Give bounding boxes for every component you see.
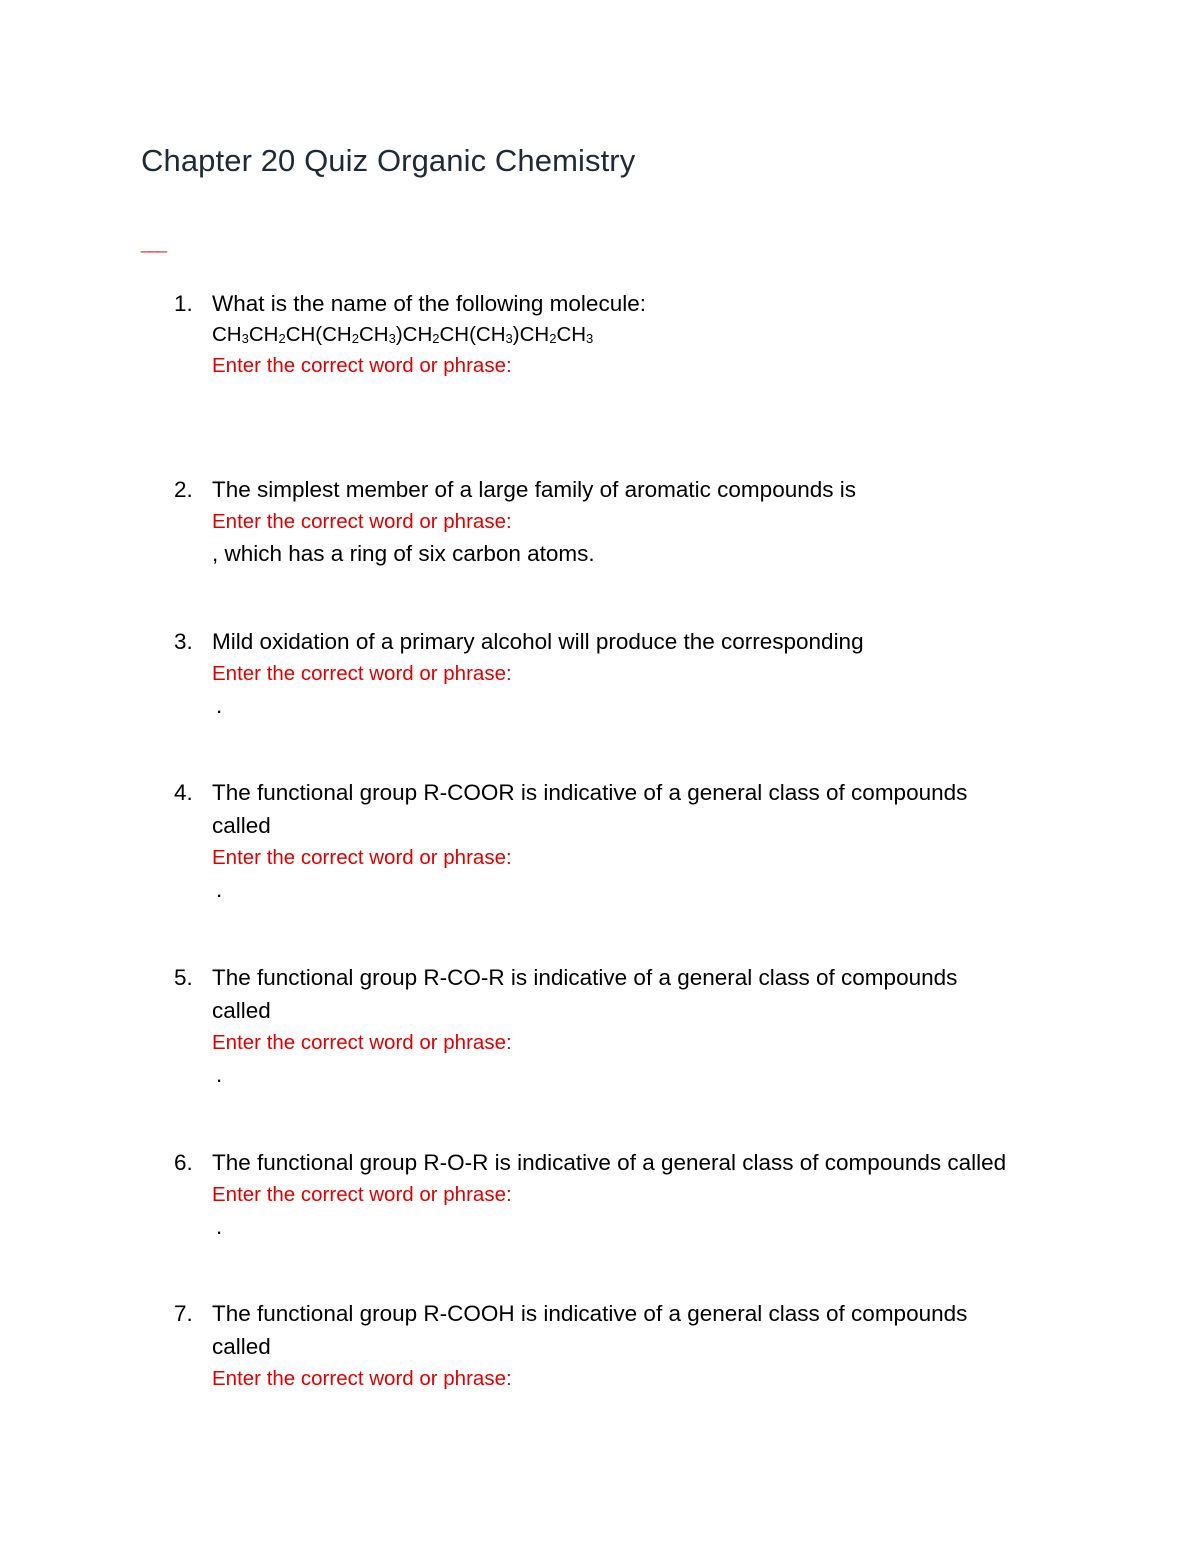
question-text: The functional group R-O-R is indicative of a general class of compounds called	[212, 1150, 1007, 1175]
question-6	[174, 1146, 1074, 1244]
question-text: The functional group R-CO-R is indicative of a general class of compounds	[212, 965, 958, 990]
molecule-formula: $CH_3CH_2CH(CH_2CH_3)CH_2CH(CH_3)CH_2CH_3$	[212, 323, 594, 346]
page-title: Chapter 20 Quiz Organic Chemistry	[141, 143, 636, 178]
answer-prompt: Enter the correct word or phrase:	[212, 1183, 512, 1206]
answer-prompt: Enter the correct word or phrase:	[212, 662, 512, 685]
question-number: 7.	[174, 1301, 193, 1326]
question-text: The functional group R-COOR is indicative of a general class of compounds	[212, 780, 968, 805]
answer-prompt: Enter the correct word or phrase:	[212, 846, 512, 869]
question-text-cont: called	[212, 998, 271, 1023]
question-number: 3.	[174, 629, 193, 654]
question-text: What is the name of the following molecule:	[212, 291, 646, 316]
question-2	[174, 473, 1074, 571]
question-number: 4.	[174, 780, 193, 805]
question-tail: , which has a ring of six carbon atoms.	[212, 541, 595, 566]
title-divider: ___	[141, 233, 166, 253]
question-tail: .	[216, 693, 223, 718]
question-text-cont: called	[212, 813, 271, 838]
question-number: 5.	[174, 965, 193, 990]
answer-prompt: Enter the correct word or phrase:	[212, 354, 512, 377]
question-4	[174, 776, 1074, 907]
question-tail: .	[216, 1062, 223, 1087]
answer-prompt: Enter the correct word or phrase:	[212, 1031, 512, 1054]
question-1	[174, 287, 1074, 381]
question-number: 1.	[174, 291, 193, 316]
question-text: The simplest member of a large family of aromatic compounds is	[212, 477, 856, 502]
question-tail: .	[216, 1214, 223, 1239]
question-3	[174, 625, 1074, 723]
question-text: Mild oxidation of a primary alcohol will produce the corresponding	[212, 629, 864, 654]
answer-prompt: Enter the correct word or phrase:	[212, 510, 512, 533]
question-text: The functional group R-COOH is indicative of a general class of compounds	[212, 1301, 968, 1326]
answer-prompt: Enter the correct word or phrase:	[212, 1367, 512, 1390]
question-tail: .	[216, 877, 223, 902]
question-5	[174, 961, 1074, 1092]
question-text-cont: called	[212, 1334, 271, 1359]
question-number: 6.	[174, 1150, 193, 1175]
question-7	[174, 1297, 1074, 1394]
question-number: 2.	[174, 477, 193, 502]
